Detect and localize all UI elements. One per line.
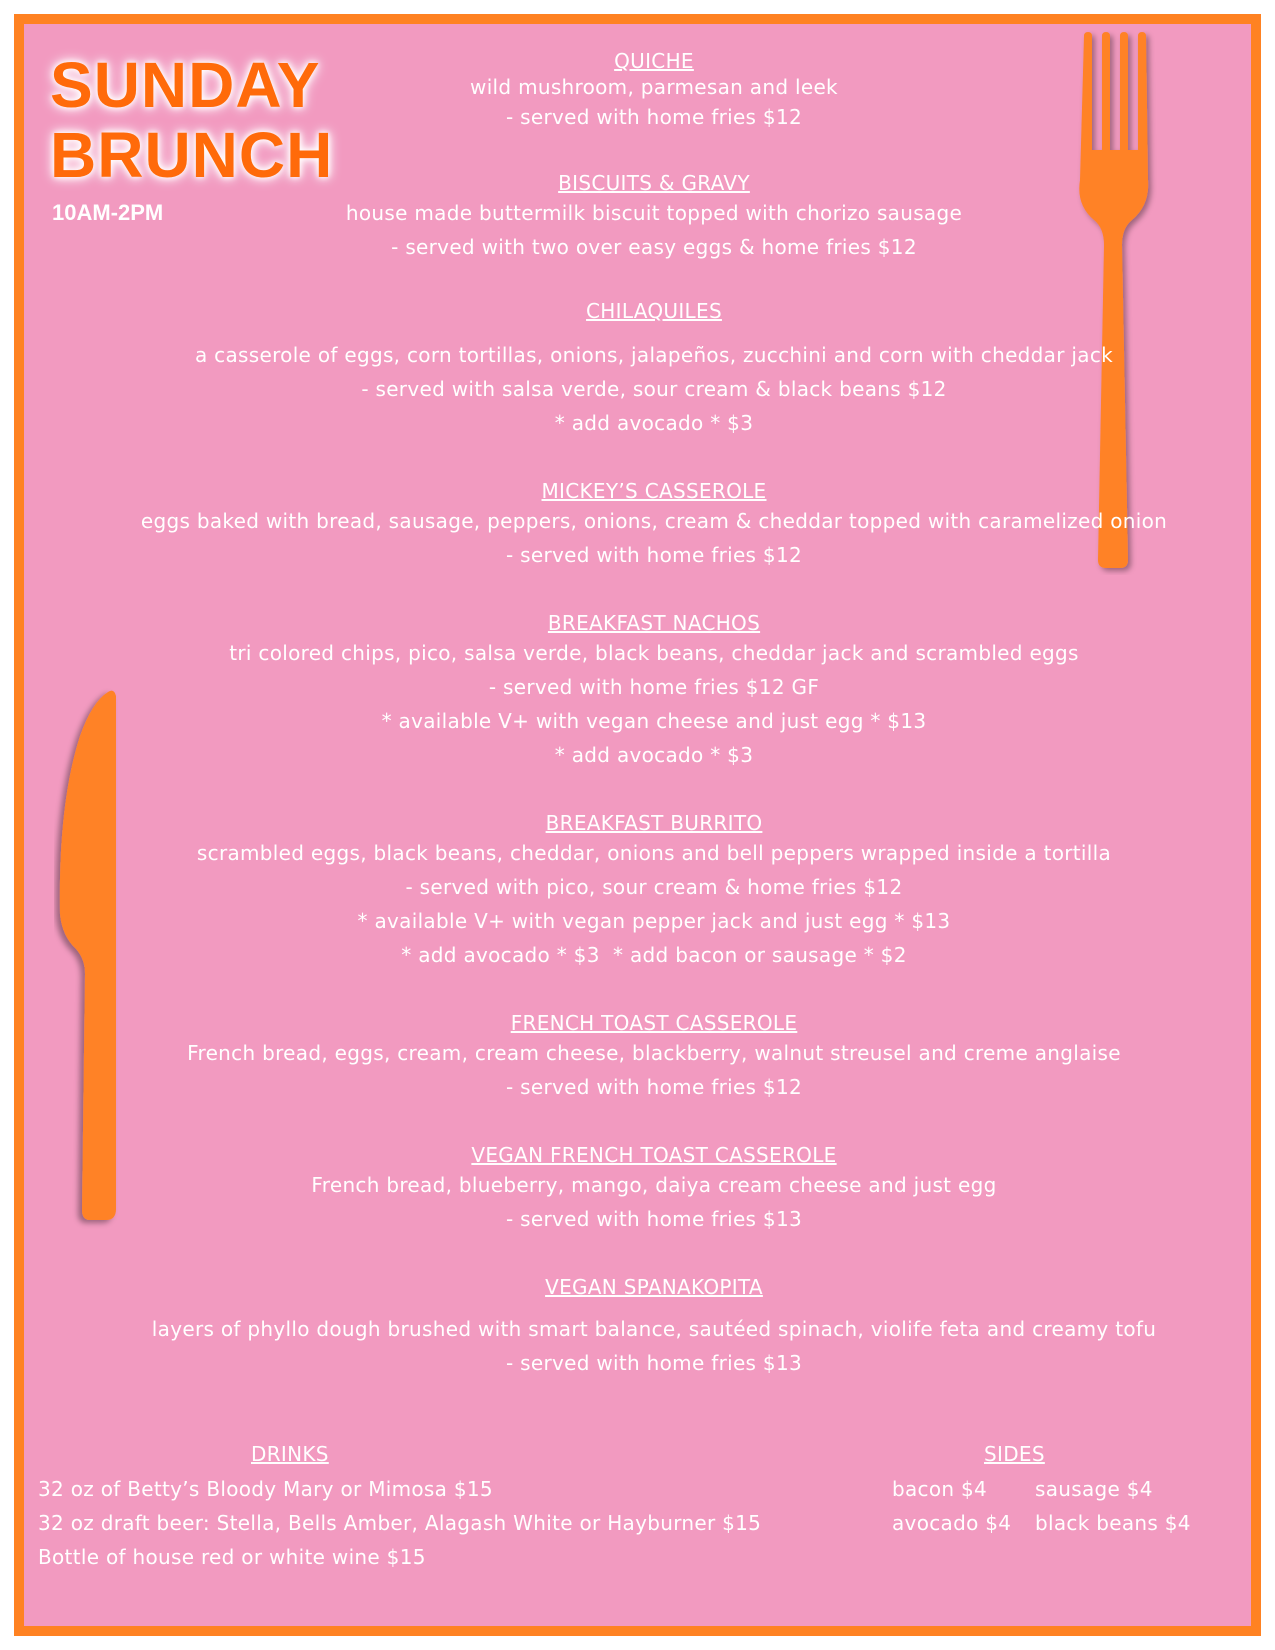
side-item: bacon $4 bbox=[892, 1477, 988, 1501]
menu-item-name: MICKEY’S CASSEROLE bbox=[541, 479, 767, 503]
menu-item-description: French bread, blueberry, mango, daiya cream cheese and just egg bbox=[311, 1173, 997, 1197]
menu-item-name: CHILAQUILES bbox=[586, 299, 722, 323]
menu-item bbox=[119, 610, 1189, 772]
menu-item-description: tri colored chips, pico, salsa verde, black beans, cheddar jack and scrambled eggs bbox=[229, 641, 1079, 665]
menu-item bbox=[119, 170, 1189, 264]
menu-item bbox=[119, 48, 1189, 134]
menu-item-description: - served with home fries $13 bbox=[505, 1207, 803, 1231]
menu-item-name: VEGAN SPANAKOPITA bbox=[545, 1275, 763, 1299]
drink-item: 32 oz draft beer: Stella, Bells Amber, Alagash White or Hayburner $15 bbox=[38, 1511, 762, 1535]
title-line-brunch: BRUNCH bbox=[50, 119, 334, 191]
menu-item-description: * add avocado * $3 * add bacon or sausage * $2 bbox=[401, 943, 907, 967]
menu-item-name: BISCUITS & GRAVY bbox=[558, 171, 750, 195]
side-item: black beans $4 bbox=[1035, 1511, 1191, 1535]
sides-heading: SIDES bbox=[984, 1442, 1045, 1466]
menu-item-description: eggs baked with bread, sausage, peppers, onions, cream & cheddar topped with caramelized onion bbox=[140, 509, 1168, 533]
menu-item bbox=[119, 1010, 1189, 1104]
side-item: sausage $4 bbox=[1035, 1477, 1153, 1501]
menu-item-name: VEGAN FRENCH TOAST CASSEROLE bbox=[471, 1143, 837, 1167]
menu-item-description: * add avocado * $3 bbox=[554, 743, 754, 767]
menu-item-description: - served with home fries $12 bbox=[505, 543, 803, 567]
menu-item-name: BREAKFAST BURRITO bbox=[545, 811, 763, 835]
menu-item-description: layers of phyllo dough brushed with smart balance, sautéed spinach, violife feta and creamy tofu bbox=[151, 1317, 1157, 1341]
menu-item-description: - served with home fries $12 bbox=[505, 105, 803, 129]
menu-item bbox=[119, 478, 1189, 572]
drink-item: 32 oz of Betty’s Bloody Mary or Mimosa $15 bbox=[38, 1477, 493, 1501]
menu-page-border bbox=[14, 14, 1261, 1636]
menu-item bbox=[119, 810, 1189, 972]
menu-item-description: French bread, eggs, cream, cream cheese, blackberry, walnut streusel and creme anglaise bbox=[187, 1041, 1121, 1065]
menu-item bbox=[119, 1274, 1189, 1380]
menu-item-description: - served with home fries $13 bbox=[505, 1351, 803, 1375]
menu-item-description: - served with two over easy eggs & home fries $12 bbox=[391, 235, 917, 259]
title-line-sunday: SUNDAY bbox=[50, 49, 321, 121]
drinks-list bbox=[38, 1472, 761, 1574]
menu-panel bbox=[24, 24, 1251, 1626]
menu-item-description: wild mushroom, parmesan and leek bbox=[470, 75, 838, 99]
drink-item: Bottle of house red or white wine $15 bbox=[38, 1545, 426, 1569]
menu-item-description: - served with salsa verde, sour cream & black beans $12 bbox=[361, 377, 947, 401]
menu-item-description: - served with home fries $12 bbox=[505, 1075, 803, 1099]
menu-item-description: * available V+ with vegan pepper jack and just egg * $13 bbox=[357, 909, 951, 933]
menu-item-description: scrambled eggs, black beans, cheddar, onions and bell peppers wrapped inside a tortilla bbox=[196, 841, 1112, 865]
brunch-hours: 10AM-2PM bbox=[52, 200, 164, 225]
side-item: avocado $4 bbox=[892, 1511, 1012, 1535]
menu-item-description: a casserole of eggs, corn tortillas, onions, jalapeños, zucchini and corn with cheddar jack bbox=[194, 343, 1114, 367]
menu-item bbox=[119, 298, 1189, 440]
menu-item-description: - served with pico, sour cream & home fries $12 bbox=[405, 875, 903, 899]
menu-item-description: * add avocado * $3 bbox=[554, 411, 754, 435]
menu-item bbox=[119, 1142, 1189, 1236]
drinks-heading: DRINKS bbox=[251, 1442, 329, 1466]
menu-item-description: - served with home fries $12 GF bbox=[488, 675, 820, 699]
menu-items bbox=[119, 48, 1189, 1380]
menu-item-description: house made buttermilk biscuit topped with chorizo sausage bbox=[345, 201, 963, 225]
menu-item-name: BREAKFAST NACHOS bbox=[547, 611, 761, 635]
menu-item-name: QUICHE bbox=[614, 49, 694, 73]
menu-item-name: FRENCH TOAST CASSEROLE bbox=[510, 1011, 798, 1035]
menu-item-description: * available V+ with vegan cheese and just egg * $13 bbox=[381, 709, 927, 733]
sides-list bbox=[892, 1472, 1195, 1540]
